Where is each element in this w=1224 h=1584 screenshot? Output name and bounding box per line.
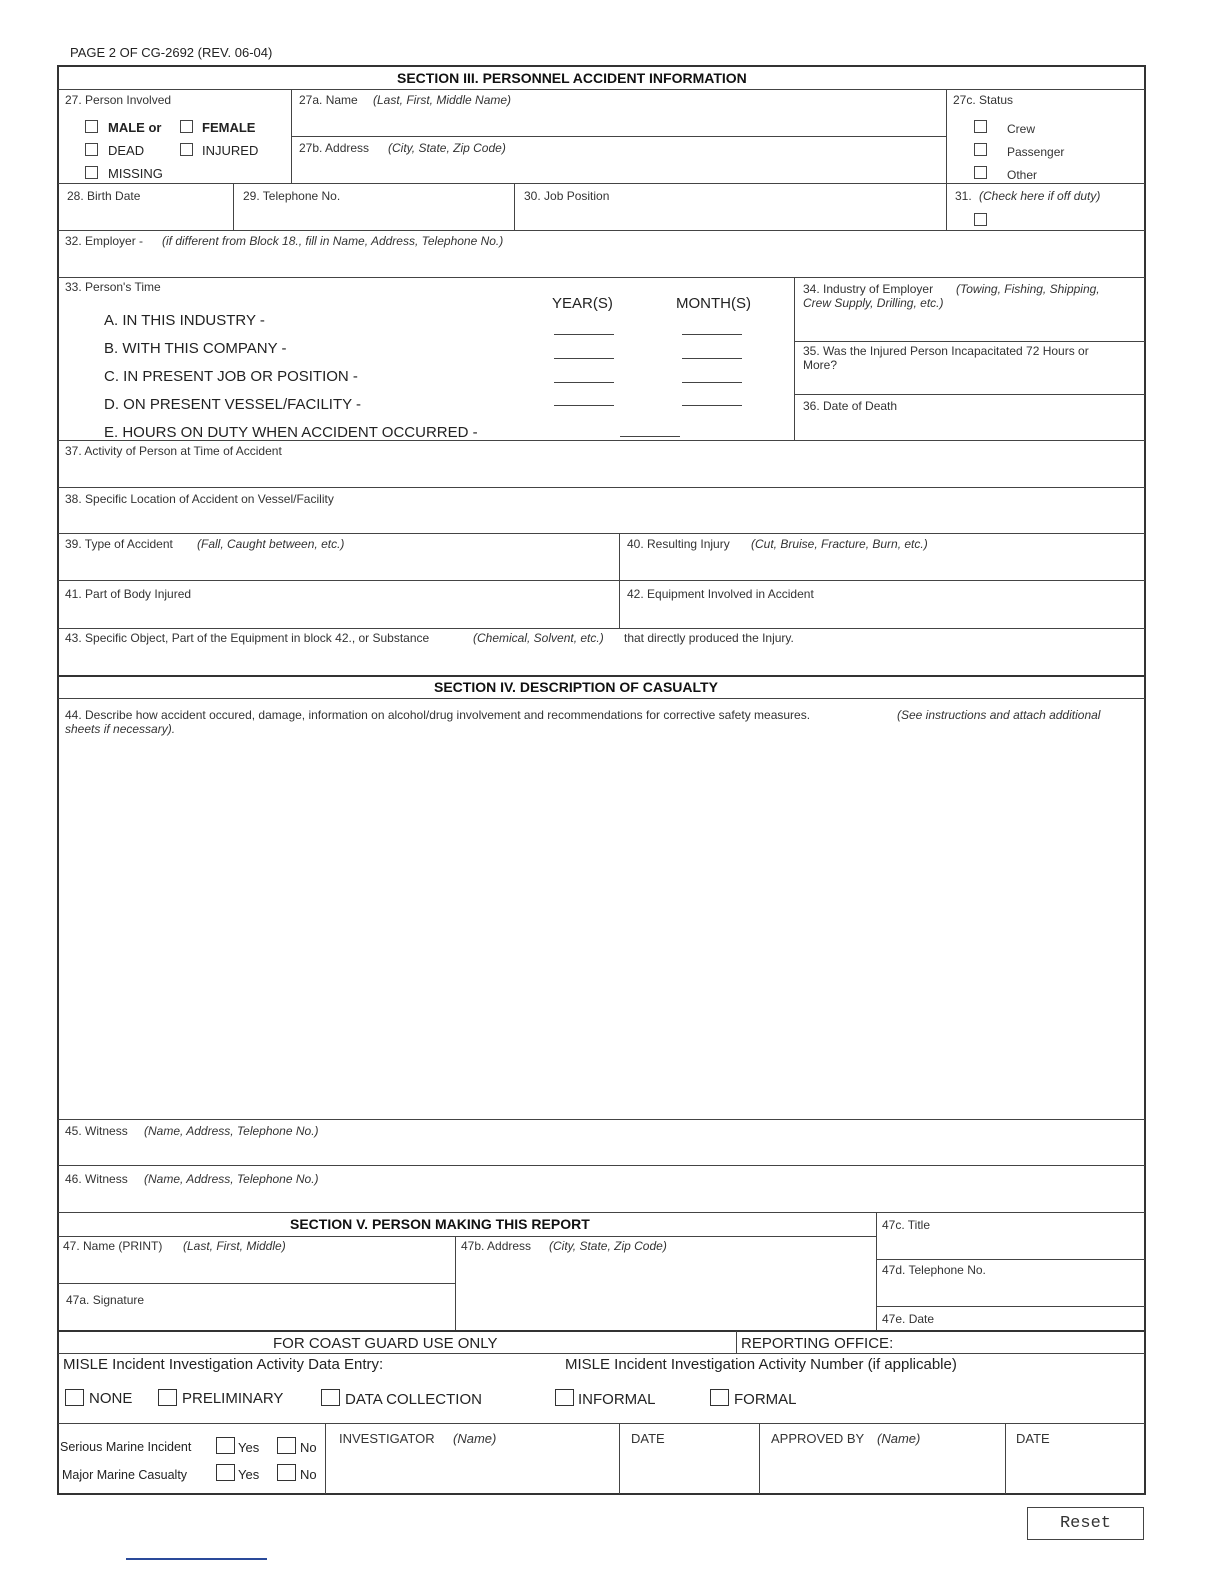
injured-label: INJURED <box>202 143 259 158</box>
time-c-label: C. IN PRESENT JOB OR POSITION - <box>104 368 358 385</box>
block-45-label: 45. Witness <box>65 1124 128 1138</box>
male-label: MALE or <box>108 120 162 135</box>
block-47d-label: 47d. Telephone No. <box>882 1263 986 1277</box>
block-33-label: 33. Person's Time <box>65 280 161 294</box>
time-e-label: E. HOURS ON DUTY WHEN ACCIDENT OCCURRED - <box>104 424 478 441</box>
major-yes-label: Yes <box>238 1467 260 1482</box>
time-b-label: B. WITH THIS COMPANY - <box>104 340 287 357</box>
divider <box>58 1283 455 1284</box>
years-header: YEAR(S) <box>552 295 613 312</box>
block-47a-label: 47a. Signature <box>66 1293 145 1307</box>
major-marine-casualty-label: Major Marine Casualty <box>62 1468 188 1482</box>
years-b-field[interactable] <box>554 358 614 359</box>
female-label: FEMALE <box>202 120 256 135</box>
divider <box>58 675 1145 677</box>
divider <box>794 394 1145 395</box>
months-c-field[interactable] <box>682 382 742 383</box>
block-27a-hint: (Last, First, Middle Name) <box>373 93 512 107</box>
divider <box>58 1353 1145 1354</box>
date-2-label: DATE <box>1016 1431 1050 1446</box>
divider <box>455 1236 456 1331</box>
block-43-hint: (Chemical, Solvent, etc.) <box>473 631 604 645</box>
crew-label: Crew <box>1007 122 1036 136</box>
off-duty-checkbox[interactable] <box>974 213 987 226</box>
block-43-tail: that directly produced the Injury. <box>624 631 794 645</box>
block-47-hint: (Last, First, Middle) <box>183 1239 286 1253</box>
dead-checkbox[interactable] <box>85 143 98 156</box>
approved-by-label: APPROVED BY <box>771 1431 865 1446</box>
months-a-field[interactable] <box>682 334 742 335</box>
block-32-label: 32. Employer - <box>65 234 144 248</box>
divider <box>58 628 1145 629</box>
divider <box>876 1212 877 1331</box>
block-27a-label: 27a. Name <box>299 93 358 107</box>
block-46-hint: (Name, Address, Telephone No.) <box>144 1172 319 1186</box>
months-d-field[interactable] <box>682 405 742 406</box>
divider <box>794 277 795 440</box>
misle-number-label: MISLE Incident Investigation Activity Number (if applicable) <box>565 1356 957 1373</box>
preliminary-checkbox[interactable] <box>158 1389 177 1406</box>
block-30-label: 30. Job Position <box>524 189 610 203</box>
divider <box>1005 1423 1006 1494</box>
block-44-label: 44. Describe how accident occured, damage, information on alcohol/drug involvement and recommendations for corrective safety measures. <box>65 708 811 722</box>
misle-entry-label: MISLE Incident Investigation Activity Data Entry: <box>63 1356 384 1373</box>
serious-marine-incident-label: Serious Marine Incident <box>60 1440 192 1454</box>
informal-label: INFORMAL <box>578 1391 656 1408</box>
block-31-hint: (Check here if off duty) <box>979 189 1101 203</box>
section-3-title: SECTION III. PERSONNEL ACCIDENT INFORMATION <box>397 70 747 86</box>
block-34-label: 34. Industry of Employer <box>803 282 934 296</box>
informal-checkbox[interactable] <box>555 1389 574 1406</box>
missing-label: MISSING <box>108 166 163 181</box>
section-4-title: SECTION IV. DESCRIPTION OF CASUALTY <box>434 679 718 695</box>
divider <box>58 698 1145 699</box>
block-40-hint: (Cut, Bruise, Fracture, Burn, etc.) <box>751 537 928 551</box>
divider <box>58 1236 876 1237</box>
block-27-label: 27. Person Involved <box>65 93 172 107</box>
other-label: Other <box>1007 168 1038 182</box>
serious-yes-checkbox[interactable] <box>216 1437 235 1454</box>
block-43-label: 43. Specific Object, Part of the Equipment in block 42., or Substance <box>65 631 430 645</box>
male-checkbox[interactable] <box>85 120 98 133</box>
investigator-hint: (Name) <box>453 1431 497 1446</box>
block-29-label: 29. Telephone No. <box>243 189 341 203</box>
months-b-field[interactable] <box>682 358 742 359</box>
serious-no-label: No <box>300 1440 317 1455</box>
divider <box>58 1423 1145 1424</box>
reset-button[interactable]: Reset <box>1027 1507 1144 1540</box>
hours-on-duty-field[interactable] <box>620 436 680 437</box>
block-27b-hint: (City, State, Zip Code) <box>388 141 506 155</box>
years-c-field[interactable] <box>554 382 614 383</box>
block-47e-label: 47e. Date <box>882 1312 935 1326</box>
divider <box>233 183 234 230</box>
divider <box>759 1423 760 1494</box>
passenger-label: Passenger <box>1007 145 1065 159</box>
divider <box>58 1119 1145 1120</box>
major-no-label: No <box>300 1467 317 1482</box>
block-45-hint: (Name, Address, Telephone No.) <box>144 1124 319 1138</box>
divider <box>876 1306 1145 1307</box>
form-header: PAGE 2 OF CG-2692 (REV. 06-04) <box>70 45 273 60</box>
divider <box>58 230 1145 231</box>
divider <box>794 341 1145 342</box>
block-47c-label: 47c. Title <box>882 1218 931 1232</box>
block-47-label: 47. Name (PRINT) <box>63 1239 163 1253</box>
passenger-checkbox[interactable] <box>974 143 987 156</box>
serious-no-checkbox[interactable] <box>277 1437 296 1454</box>
crew-checkbox[interactable] <box>974 120 987 133</box>
divider <box>946 89 947 230</box>
data-collection-label: DATA COLLECTION <box>345 1391 482 1408</box>
block-47b-hint: (City, State, Zip Code) <box>549 1239 667 1253</box>
divider <box>58 1165 1145 1166</box>
divider <box>58 1212 1145 1213</box>
block-34-hint-2: Crew Supply, Drilling, etc.) <box>803 296 944 310</box>
divider <box>876 1259 1145 1260</box>
other-checkbox[interactable] <box>974 166 987 179</box>
divider <box>514 183 515 230</box>
block-36-label: 36. Date of Death <box>803 399 898 413</box>
block-39-hint: (Fall, Caught between, etc.) <box>197 537 345 551</box>
block-42-label: 42. Equipment Involved in Accident <box>627 587 814 601</box>
none-checkbox[interactable] <box>65 1389 84 1406</box>
block-31-label: 31. <box>955 189 972 203</box>
block-28-label: 28. Birth Date <box>67 189 141 203</box>
divider <box>58 277 1145 278</box>
years-d-field[interactable] <box>554 405 614 406</box>
injured-checkbox[interactable] <box>180 143 193 156</box>
coast-guard-use-only: FOR COAST GUARD USE ONLY <box>273 1335 498 1352</box>
block-34-hint-1: (Towing, Fishing, Shipping, <box>956 282 1100 296</box>
block-35-label-2: More? <box>803 358 838 372</box>
divider <box>58 487 1145 488</box>
block-40-label: 40. Resulting Injury <box>627 537 730 551</box>
investigator-label: INVESTIGATOR <box>339 1431 435 1446</box>
divider <box>58 533 1145 534</box>
block-27b-label: 27b. Address <box>299 141 370 155</box>
divider <box>58 183 1145 184</box>
casualty-description-area[interactable] <box>62 740 1140 1115</box>
formal-label: FORMAL <box>734 1391 797 1408</box>
dead-label: DEAD <box>108 143 145 158</box>
divider <box>58 89 1145 90</box>
block-38-label: 38. Specific Location of Accident on Vessel/Facility <box>65 492 334 506</box>
missing-checkbox[interactable] <box>85 166 98 179</box>
none-label: NONE <box>89 1390 133 1407</box>
months-header: MONTH(S) <box>676 295 751 312</box>
block-46-label: 46. Witness <box>65 1172 128 1186</box>
block-27c-label: 27c. Status <box>953 93 1014 107</box>
block-37-label: 37. Activity of Person at Time of Accident <box>65 444 282 458</box>
time-d-label: D. ON PRESENT VESSEL/FACILITY - <box>104 396 362 413</box>
time-a-label: A. IN THIS INDUSTRY - <box>104 312 265 329</box>
block-44-hint-2: sheets if necessary). <box>65 722 176 736</box>
reporting-office-label: REPORTING OFFICE: <box>741 1335 894 1352</box>
major-yes-checkbox[interactable] <box>216 1464 235 1481</box>
block-39-label: 39. Type of Accident <box>65 537 173 551</box>
data-collection-checkbox[interactable] <box>321 1389 340 1406</box>
block-32-hint: (if different from Block 18., fill in Name, Address, Telephone No.) <box>162 234 504 248</box>
major-no-checkbox[interactable] <box>277 1464 296 1481</box>
approved-by-hint: (Name) <box>877 1431 921 1446</box>
block-47b-label: 47b. Address <box>461 1239 532 1253</box>
block-35-label-1: 35. Was the Injured Person Incapacitated 72 Hours or <box>803 344 1089 358</box>
divider <box>736 1331 737 1353</box>
divider <box>58 1330 1145 1332</box>
formal-checkbox[interactable] <box>710 1389 729 1406</box>
divider <box>619 1423 620 1494</box>
date-label: DATE <box>631 1431 665 1446</box>
serious-yes-label: Yes <box>238 1440 260 1455</box>
section-5-title: SECTION V. PERSON MAKING THIS REPORT <box>290 1216 590 1232</box>
divider <box>291 136 946 137</box>
block-44-hint-1: (See instructions and attach additional <box>897 708 1101 722</box>
divider <box>58 580 1145 581</box>
block-41-label: 41. Part of Body Injured <box>65 587 192 601</box>
link-underline <box>126 1558 267 1560</box>
years-a-field[interactable] <box>554 334 614 335</box>
preliminary-label: PRELIMINARY <box>182 1390 284 1407</box>
female-checkbox[interactable] <box>180 120 193 133</box>
divider <box>325 1423 326 1494</box>
